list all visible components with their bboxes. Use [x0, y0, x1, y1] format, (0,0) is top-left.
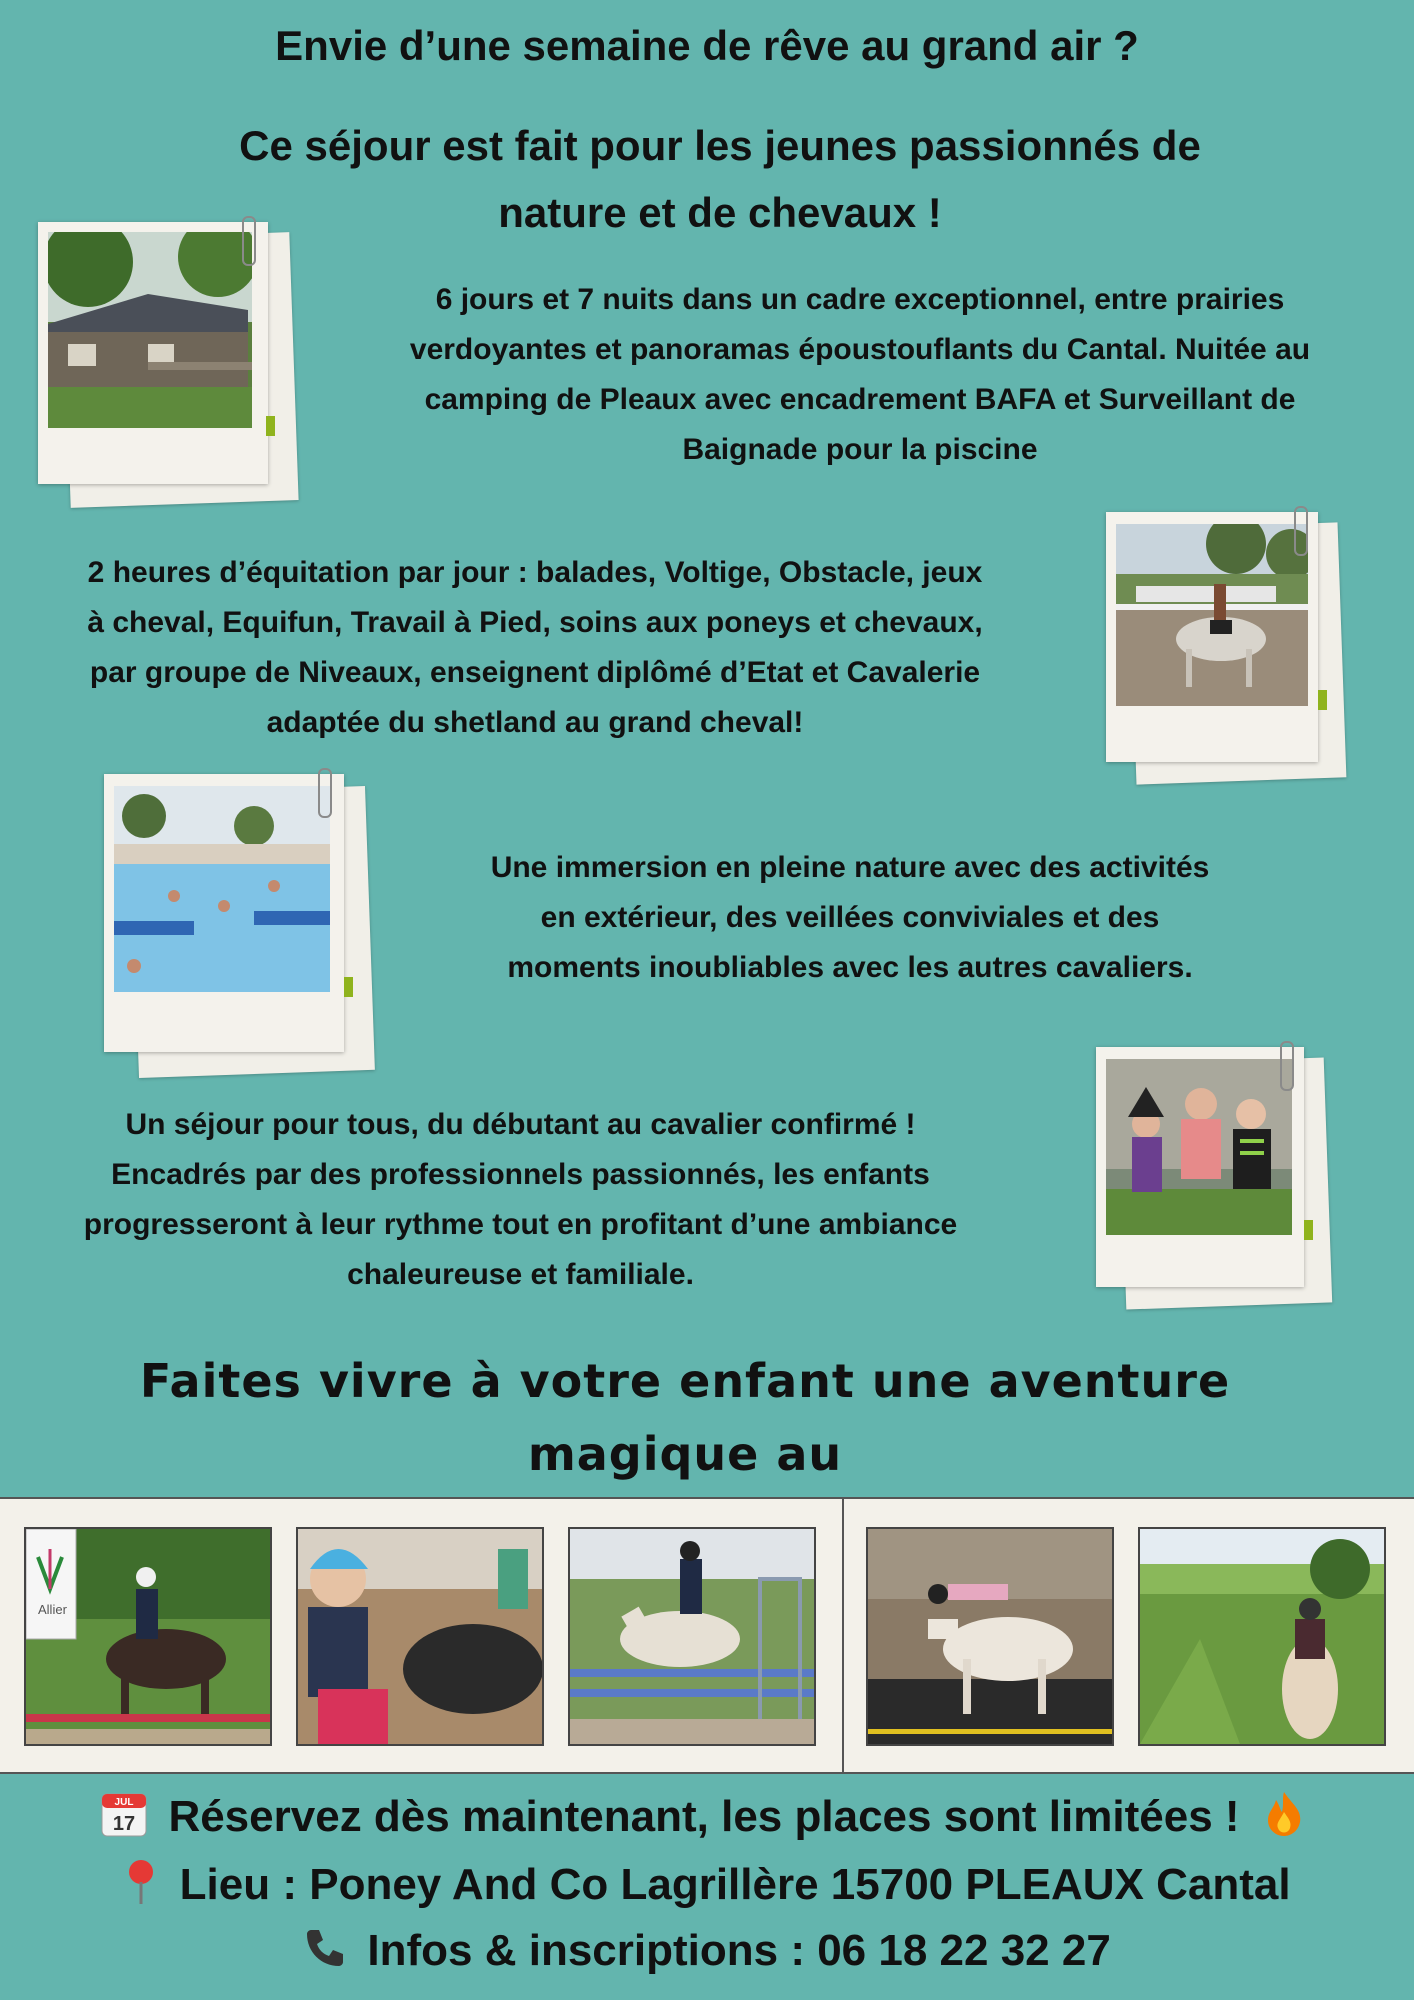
text-line: par groupe de Niveaux, enseignent diplômé d’Etat et Cavalerie — [89, 656, 981, 689]
arena-horse-photo — [1116, 524, 1308, 706]
green-tab — [1304, 1220, 1313, 1240]
green-tab — [1318, 690, 1327, 710]
location-text: Lieu : Poney And Co Lagrillère 15700 PLEAUX Cantal — [179, 1860, 1291, 1910]
polaroid-arena — [1104, 510, 1349, 785]
slogan-line: Faites vivre à votre enfant une aventure magique au — [139, 1354, 1231, 1481]
nature-text — [420, 843, 1280, 993]
polaroid-cabin — [36, 220, 301, 510]
paper-clip-icon — [1294, 506, 1308, 556]
allier-logo-text: Allier — [38, 1602, 67, 1617]
calendar-icon — [100, 1790, 148, 1849]
text-line: 2 heures d’équitation par jour : balades, Voltige, Obstacle, jeux — [87, 556, 983, 589]
green-tab — [344, 977, 353, 997]
text-line: Encadrés par des professionnels passionnés, les enfants — [111, 1158, 930, 1191]
cabin-photo — [48, 232, 252, 428]
subtitle-line: Ce séjour est fait pour les jeunes passionnés de — [239, 122, 1201, 169]
strip-photo-trail-ride — [1138, 1527, 1386, 1746]
text-line: Un séjour pour tous, du débutant au cavalier confirmé ! — [125, 1108, 916, 1141]
polaroid-pool — [102, 772, 377, 1082]
text-line: verdoyantes et panoramas époustouflants du Cantal. Nuitée au — [409, 333, 1311, 366]
polaroid-kids — [1094, 1045, 1334, 1310]
phone-icon — [303, 1926, 347, 1981]
paper-clip-icon — [1280, 1041, 1294, 1091]
subtitle-line: nature et de chevaux ! — [498, 189, 942, 236]
text-line: Baignade pour la piscine — [682, 433, 1038, 466]
strip-divider — [842, 1499, 844, 1772]
strip-photo-pony-standing — [866, 1527, 1114, 1746]
paper-clip-icon — [318, 768, 332, 818]
camping-text — [345, 275, 1375, 475]
svg-text:JUL: JUL — [114, 1797, 134, 1808]
text-line: camping de Pleaux avec encadrement BAFA et Surveillant de — [424, 383, 1296, 416]
green-tab — [266, 416, 275, 436]
page-title: Envie d’une semaine de rêve au grand air ? — [275, 22, 1139, 69]
page-subtitle — [160, 112, 1280, 246]
reserve-text: Réservez dès maintenant, les places sont limitées ! — [168, 1792, 1240, 1842]
text-line: adaptée du shetland au grand cheval! — [266, 706, 804, 739]
location-line — [0, 1858, 1414, 1917]
svg-text:17: 17 — [113, 1813, 136, 1835]
everyone-text — [18, 1100, 1023, 1300]
contact-line — [0, 1926, 1414, 1981]
kids-photo — [1106, 1059, 1292, 1235]
reserve-line — [0, 1790, 1414, 1849]
text-line: 6 jours et 7 nuits dans un cadre exceptionnel, entre prairies — [435, 283, 1285, 316]
contact-text: Infos & inscriptions : 06 18 22 32 27 — [367, 1926, 1111, 1976]
strip-photo-white-horse-jump — [568, 1527, 816, 1746]
riding-text — [20, 548, 1050, 748]
text-line: en extérieur, des veillées conviviales et des — [540, 901, 1160, 934]
photo-strip — [0, 1497, 1414, 1774]
text-line: progresseront à leur rythme tout en profitant d’une ambiance — [83, 1208, 958, 1241]
fire-icon — [1262, 1790, 1306, 1849]
text-line: moments inoubliables avec les autres cavaliers. — [507, 951, 1193, 984]
strip-photo-pony-jump — [24, 1527, 272, 1746]
text-line: chaleureuse et familiale. — [347, 1258, 694, 1291]
text-line: Une immersion en pleine nature avec des activités — [490, 851, 1210, 884]
pool-photo — [114, 786, 330, 992]
paper-clip-icon — [242, 216, 256, 266]
location-pin-icon — [123, 1858, 159, 1917]
strip-photo-girl-pony — [296, 1527, 544, 1746]
text-line: à cheval, Equifun, Travail à Pied, soins aux poneys et chevaux, — [87, 606, 983, 639]
